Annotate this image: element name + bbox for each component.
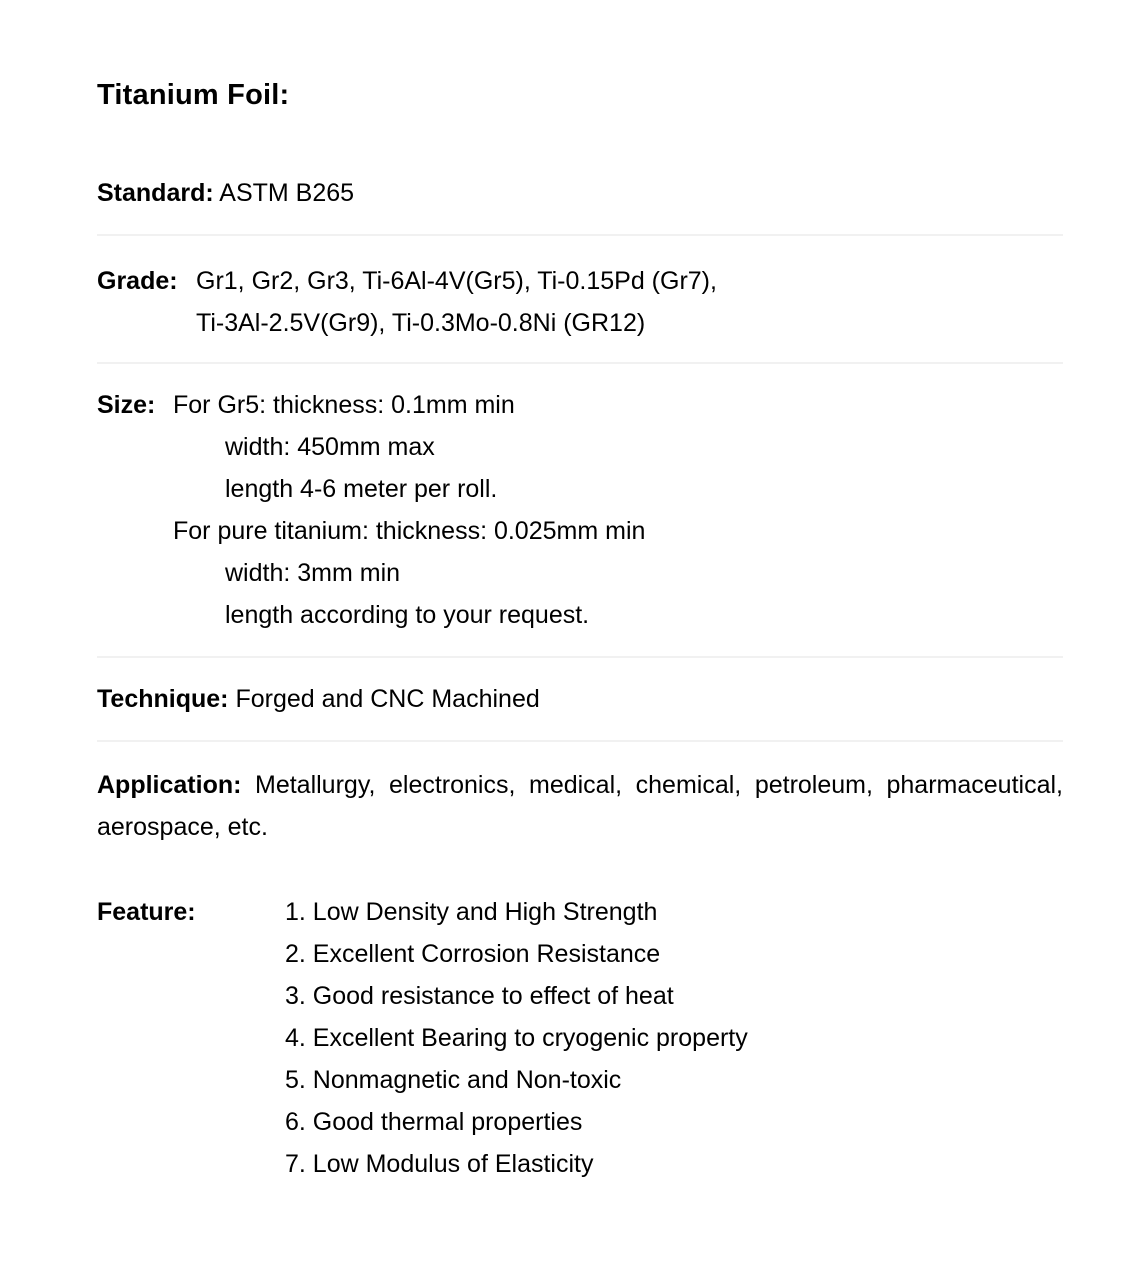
application-word: Metallurgy, [255, 771, 376, 799]
grade-label: Grade: [97, 267, 178, 295]
standard-label: Standard: [97, 179, 214, 207]
feature-section [97, 891, 1063, 1185]
application-line2: aerospace, etc. [97, 813, 268, 841]
size-line: length 4-6 meter per roll. [225, 475, 498, 503]
application-line-justified [97, 764, 1063, 806]
page-title: Titanium Foil: [97, 79, 290, 111]
standard-value: ASTM B265 [219, 179, 355, 207]
application-word: chemical, [635, 771, 742, 799]
section-divider [97, 656, 1063, 658]
section-divider [97, 362, 1063, 364]
feature-item: 7. Low Modulus of Elasticity [285, 1150, 594, 1178]
size-section [97, 384, 1063, 636]
application-word: petroleum, [754, 771, 873, 799]
feature-item: 4. Excellent Bearing to cryogenic property [285, 1024, 748, 1052]
standard-section [97, 172, 1063, 214]
section-divider [97, 234, 1063, 236]
section-divider [97, 740, 1063, 742]
feature-item: 5. Nonmagnetic and Non-toxic [285, 1066, 622, 1094]
size-line: width: 3mm min [225, 559, 401, 587]
size-line: For pure titanium: thickness: 0.025mm min [173, 517, 646, 545]
grade-line: Ti-3Al-2.5V(Gr9), Ti-0.3Mo-0.8Ni (GR12) [196, 309, 646, 337]
feature-list [285, 891, 1063, 1185]
application-word: pharmaceutical, [886, 771, 1063, 799]
size-line: For Gr5: thickness: 0.1mm min [173, 391, 515, 419]
size-line: length according to your request. [225, 601, 590, 629]
technique-value: Forged and CNC Machined [235, 685, 540, 713]
application-section [97, 764, 1063, 848]
grade-line: Gr1, Gr2, Gr3, Ti-6Al-4V(Gr5), Ti-0.15Pd (Gr7), [196, 267, 717, 295]
feature-item: 3. Good resistance to effect of heat [285, 982, 674, 1010]
document-page [97, 80, 1063, 1185]
application-label: Application: [97, 771, 242, 799]
size-label: Size: [97, 391, 156, 419]
size-content [97, 384, 1063, 636]
feature-item: 6. Good thermal properties [285, 1108, 583, 1136]
application-word: medical, [529, 771, 623, 799]
grade-content [196, 260, 1063, 344]
feature-item: 2. Excellent Corrosion Resistance [285, 940, 661, 968]
grade-section [97, 260, 1063, 344]
application-word: electronics, [388, 771, 516, 799]
technique-section [97, 678, 1063, 720]
size-line: width: 450mm max [225, 433, 435, 461]
feature-label: Feature: [97, 898, 196, 926]
feature-item: 1. Low Density and High Strength [285, 898, 658, 926]
technique-label: Technique: [97, 685, 229, 713]
